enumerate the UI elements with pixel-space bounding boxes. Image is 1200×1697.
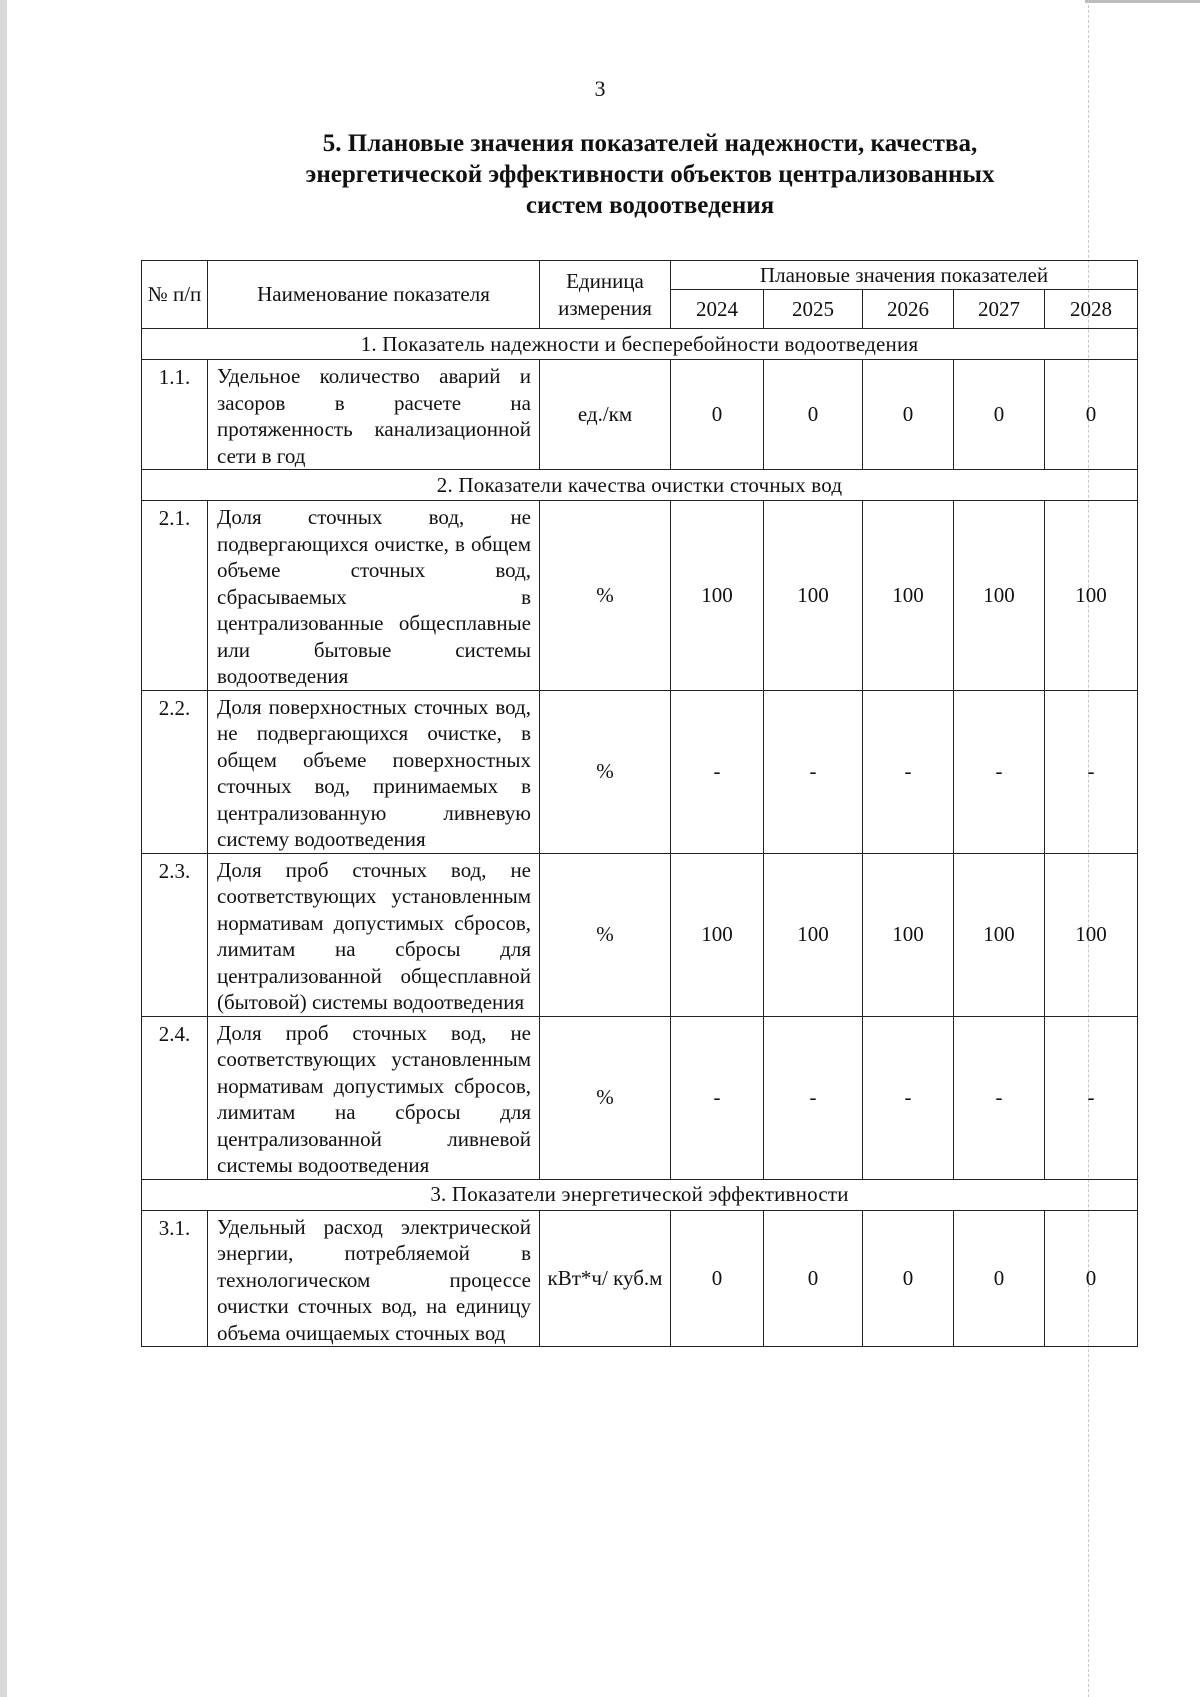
- row-value-2027: -: [954, 690, 1045, 853]
- row-value-2025: 0: [764, 1210, 863, 1347]
- row-value-2024: 0: [671, 360, 764, 470]
- section-title: [210, 128, 1090, 221]
- section-title-line-3: систем водоотведения: [525, 192, 775, 219]
- row-name: Доля проб сточных вод, не соответствующих установленным нормативам допустимых сбросов, лимитам на сбросы для централизованной ливневой системы водоотведения: [208, 1016, 540, 1179]
- header-number: № п/п: [142, 261, 208, 329]
- header-plan: Плановые значения показателей: [671, 261, 1138, 290]
- row-number: 2.4.: [142, 1016, 208, 1179]
- section-row: [142, 470, 1138, 501]
- row-value-2025: 100: [764, 853, 863, 1016]
- row-value-2026: -: [863, 690, 954, 853]
- section-title-line-1: 5. Плановые значения показателей надежности, качества,: [322, 130, 978, 157]
- row-name: Доля сточных вод, не подвергающихся очистке, в общем объеме сточных вод, сбрасываемых в централизованные общесплавные или бытовые системы водоотведения: [208, 501, 540, 691]
- row-value-2025: 0: [764, 360, 863, 470]
- row-value-2028: 100: [1045, 853, 1138, 1016]
- row-unit: %: [540, 1016, 671, 1179]
- header-year-2024: 2024: [671, 290, 764, 329]
- row-unit: %: [540, 853, 671, 1016]
- table-row: [142, 1210, 1138, 1347]
- row-value-2025: 100: [764, 501, 863, 691]
- row-value-2028: 100: [1045, 501, 1138, 691]
- row-value-2024: -: [671, 690, 764, 853]
- row-number: 2.1.: [142, 501, 208, 691]
- page-number: 3: [594, 76, 606, 101]
- scan-edge-left: [0, 0, 7, 1697]
- table-row: [142, 853, 1138, 1016]
- header-year-2026: 2026: [863, 290, 954, 329]
- section-title-cell: 1. Показатель надежности и бесперебойности водоотведения: [142, 329, 1138, 360]
- row-value-2024: 0: [671, 1210, 764, 1347]
- row-value-2027: 100: [954, 501, 1045, 691]
- row-unit: %: [540, 690, 671, 853]
- row-name: Доля поверхностных сточных вод, не подвергающихся очистке, в общем объеме поверхностных сточных вод, принимаемых в централизованную ливневую систему водоотведения: [208, 690, 540, 853]
- row-unit: кВт*ч/ куб.м: [540, 1210, 671, 1347]
- header-year-2025: 2025: [764, 290, 863, 329]
- row-value-2026: 100: [863, 501, 954, 691]
- table-row: [142, 360, 1138, 470]
- row-value-2026: 0: [863, 360, 954, 470]
- row-value-2028: -: [1045, 690, 1138, 853]
- header-unit: Единица измерения: [540, 261, 671, 329]
- row-value-2027: -: [954, 1016, 1045, 1179]
- row-value-2027: 100: [954, 853, 1045, 1016]
- header-row: [142, 261, 1138, 290]
- section-row: [142, 1179, 1138, 1210]
- row-number: 2.3.: [142, 853, 208, 1016]
- section-title-cell: 2. Показатели качества очистки сточных вод: [142, 470, 1138, 501]
- scan-edge-top: [1085, 0, 1200, 3]
- row-value-2027: 0: [954, 360, 1045, 470]
- row-value-2024: 100: [671, 501, 764, 691]
- row-name: Удельное количество аварий и засоров в расчете на протяженность канализационной сети в год: [208, 360, 540, 470]
- header-year-2027: 2027: [954, 290, 1045, 329]
- header-name: Наименование показателя: [208, 261, 540, 329]
- row-value-2028: 0: [1045, 360, 1138, 470]
- row-value-2025: -: [764, 1016, 863, 1179]
- row-value-2026: 0: [863, 1210, 954, 1347]
- row-value-2024: -: [671, 1016, 764, 1179]
- row-number: 2.2.: [142, 690, 208, 853]
- section-row: [142, 329, 1138, 360]
- row-number: 3.1.: [142, 1210, 208, 1347]
- section-title-line-2: энергетической эффективности объектов централизованных: [305, 161, 995, 188]
- row-unit: ед./км: [540, 360, 671, 470]
- row-value-2027: 0: [954, 1210, 1045, 1347]
- section-title-cell: 3. Показатели энергетической эффективности: [142, 1179, 1138, 1210]
- row-name: Удельный расход электрической энергии, потребляемой в технологическом процессе очистки сточных вод, на единицу объема очищаемых сточных вод: [208, 1210, 540, 1347]
- table-row: [142, 501, 1138, 691]
- row-value-2026: 100: [863, 853, 954, 1016]
- header-year-2028: 2028: [1045, 290, 1138, 329]
- row-value-2025: -: [764, 690, 863, 853]
- row-name: Доля проб сточных вод, не соответствующих установленным нормативам допустимых сбросов, лимитам на сбросы для централизованной общесплавной (бытовой) системы водоотведения: [208, 853, 540, 1016]
- row-value-2028: 0: [1045, 1210, 1138, 1347]
- table-row: [142, 1016, 1138, 1179]
- row-unit: %: [540, 501, 671, 691]
- row-value-2028: -: [1045, 1016, 1138, 1179]
- row-number: 1.1.: [142, 360, 208, 470]
- row-value-2024: 100: [671, 853, 764, 1016]
- indicators-table: [141, 260, 1138, 1347]
- table-row: [142, 690, 1138, 853]
- row-value-2026: -: [863, 1016, 954, 1179]
